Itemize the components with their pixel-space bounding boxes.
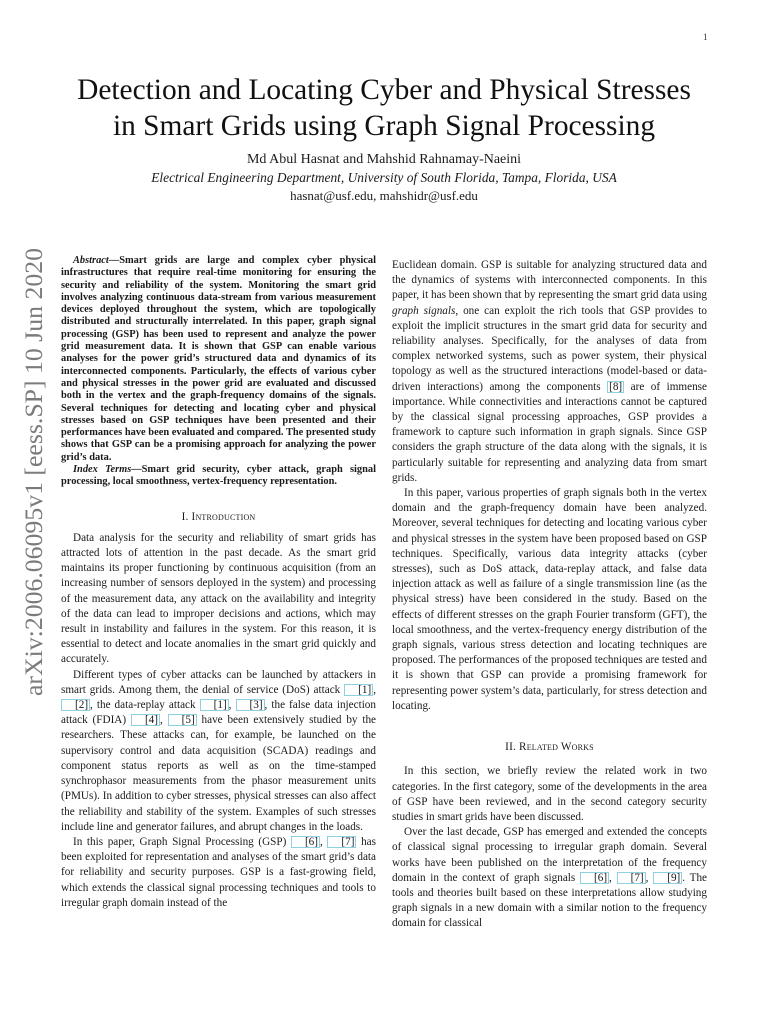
section-title: Related Works: [519, 741, 594, 754]
citation-link[interactable]: [6]: [291, 836, 320, 848]
emphasis-text: graph signals: [392, 304, 456, 317]
related-paragraph-2: Over the last decade, GSP has emerged and extended the concepts of classical signal processing to irregular graph domain. Several works have been published on the interpretation of the frequency domain in the context of graph signals [6] , [7] , [9] . The tools and theories built based on these interpretations allow studying graph signals in a new domain with a similar notion to the frequency domain for classical: [392, 826, 708, 930]
citation-link[interactable]: [6]: [580, 872, 609, 884]
paragraph-text: Euclidean domain. GSP is suitable for analyzing structured data and the dynamics of systems with interconnected components. In this paper, it has been shown that by representing the smart grid data using: [392, 259, 707, 302]
paragraph-text: In this paper, Graph Signal Processing (GSP): [73, 835, 291, 848]
paragraph-text: . The tools and theories built based on these interpretations allow studying graph signals in a new domain with a similar notion to the frequency domain for classical: [392, 871, 708, 930]
title-line-2: in Smart Grids using Graph Signal Processing: [112, 110, 656, 142]
citation-link[interactable]: [5]: [168, 714, 197, 726]
section-title: Introduction: [191, 510, 256, 523]
paragraph-text: have been extensively studied by the researchers. These attacks can, for example, be launched on the supervisory control and data acquisition (SCADA) readings and component status reports as well as on the time-stamped synchrophasor measurements from the phasor measurement units (PMUs). In addition to cyber stresses, physical stresses can also affect the reliability and stability of the system. Examples of such stresses include line and generator failures, and abrupt changes in the loads.: [61, 714, 377, 833]
intro-paragraph-2: Different types of cyber attacks can be launched by attackers in smart grids. Among them, the denial of service (DoS) attack [1] , [2] , the data-replay attack [1] , [3] , the false data injection attack (FDIA) [4] , [5] have been extensively studied by the researchers. These attacks can, for example, be launched on the supervisory control and data acquisition (SCADA) readings and component status reports as well as on the time-stamped synchrophasor measurements from the phasor measurement units (PMUs). In addition to cyber stresses, physical stresses can also affect the reliability and stability of the system. Examples of such stresses include line and generator failures, and abrupt changes in the loads.: [61, 668, 377, 833]
citation-link[interactable]: [9]: [653, 872, 682, 884]
citation-link[interactable]: [2]: [61, 699, 90, 711]
citation-link[interactable]: [7]: [327, 836, 356, 848]
intro-paragraph-3: In this paper, Graph Signal Processing (GSP) [6] , [7] has been exploited for representation and analyses of the smart grid’s data for reliability and security purposes. GSP is a fast-growing field, which extends the classical signal processing techniques and tools to irregular graph domain instead of the: [61, 835, 376, 909]
index-terms-text: —Smart grid security, cyber attack, graph signal processing, local smoothness, vertex-frequency representation.: [61, 464, 376, 488]
abstract-label: Abstract: [73, 255, 109, 266]
section-heading-introduction: [61, 510, 376, 525]
paragraph-text: Different types of cyber attacks can be launched by attackers in smart grids. Among them, the denial of service (DoS) attack: [61, 668, 376, 696]
section-heading-related-works: [392, 740, 707, 755]
citation-link[interactable]: [4]: [131, 714, 160, 726]
citation-link[interactable]: [8]: [609, 380, 623, 393]
affiliation: Electrical Engineering Department, University of South Florida, Tampa, Florida, USA: [151, 170, 617, 185]
paragraph-text: , the data-replay attack: [90, 699, 200, 712]
abstract: [61, 255, 376, 464]
index-terms: [61, 464, 376, 489]
emails: hasnat@usf.edu, mahshidr@usf.edu: [290, 188, 478, 203]
paragraph-text: Over the last decade, GSP has emerged and extended the concepts of classical signal processing to irregular graph domain. Several works have been published on the interpretation of the frequency domain in the context of graph signals: [392, 826, 707, 884]
title-line-1: Detection and Locating Cyber and Physical Stresses: [77, 74, 691, 106]
page-number: 1: [703, 32, 708, 42]
authors: Md Abul Hasnat and Mahshid Rahnamay-Naeini: [246, 152, 522, 167]
related-paragraph-1: In this section, we briefly review the related work in two categories. In the first category, some of the developments in the area of GSP have been reviewed, and in the second category security studies in smart grids have been discussed.: [392, 765, 707, 823]
paragraph-text: has been exploited for representation and analyses of the smart grid’s data for reliability and security purposes. GSP is a fast-growing field, which extends the classical signal processing techniques and tools to irregular graph domain instead of the: [61, 835, 376, 909]
intro-paragraph-3-continued: [392, 258, 707, 486]
right-column: [392, 258, 707, 932]
paragraph-text: , the false data injection attack (FDIA): [61, 699, 376, 727]
paragraph-text: , one can exploit the rich tools that GSP provides to exploit the implicit structures in the smart grid data for security and reliability analyses. Specifically, for the analyses of data from complex networked systems, such as power system, their physical topology as well as the structured interactions (model-based or data-driven interactions) among the components: [392, 304, 707, 393]
section-number: II.: [505, 741, 517, 754]
paragraph-text: are of immense importance. While connectivities and interactions cannot be captured by the classical signal processing approaches, GSP provides a framework to capture such information in graph signals. Since GSP considers the graph structure of the data along with the signals, it is particularly suitable for representing and analyzing data from smart grids.: [392, 380, 707, 484]
citation-link[interactable]: [1]: [200, 699, 229, 711]
paper-title: [0, 72, 768, 144]
arxiv-identifier: arXiv:2006.06095v1 [eess.SP] 10 Jun 2020: [19, 252, 48, 696]
arxiv-stamp: [8, 244, 52, 700]
abstract-text: —Smart grids are large and complex cyber physical infrastructures that require real-time monitoring for ensuring the security and reliability of the system. Monitoring the smart grid involves analyzing continuous data-stream from various measurement devices deployed throughout the system, which are topologically distributed and structurally interrelated. In this paper, graph signal processing (GSP) has been used to represent and analyze the power grid measurement data. It is shown that GSP can enable various analyses for the power grid’s structured data and dynamics of its interconnected components. Particularly, the effects of various cyber and physical stresses in the power grid are evaluated and discussed both in the vertex and the graph-frequency domains of the signals. Several techniques for detecting and locating cyber and physical stresses based on GSP techniques have been presented and their performances have been evaluated and compared. The presented study shows that GSP can be a promising approach for analyzing the power grid’s data.: [61, 255, 376, 463]
citation-link[interactable]: [1]: [344, 684, 373, 696]
citation-link[interactable]: [7]: [617, 872, 646, 884]
index-terms-label: Index Terms: [73, 464, 132, 476]
left-column: [61, 255, 376, 911]
citation-link[interactable]: [3]: [236, 699, 265, 711]
intro-paragraph-4: In this paper, various properties of graph signals both in the vertex domain and the graph-frequency domain have been analyzed. Moreover, several techniques for detecting and locating various cyber and physical stresses in the system have been proposed based on GSP techniques. Specifically, various data integrity attacks (cyber stresses), such as DoS attack, data-replay attack, and false data injection attack as well as failure of a single transmission line (as the physical stress) have been considered in the study. Based on the effects of different stresses on the graph Fourier transform (GFT), the local smoothness, and the vertex-frequency energy distribution of the graph signals, various stress detection and locating techniques are proposed. The performances of the proposed techniques are tested and it is shown that GSP can provide a promising framework for representing power system’s data, particularly, for stress detection and locating.: [392, 487, 707, 712]
section-number: I.: [181, 510, 189, 523]
intro-paragraph-1: Data analysis for the security and reliability of smart grids has attracted lots of attention in the past decade. As the smart grid maintains its proper functioning by continuous acquisition (from an increasing number of sensors deployed in the system) and processing of the measurement data, any attack on the availability and integrity of the data can lead to improper decisions and actions, which may result in instability and failures in the system. For this reason, it is essential to detect and locate anomalies in the smart grid quickly and accurately.: [61, 531, 376, 666]
